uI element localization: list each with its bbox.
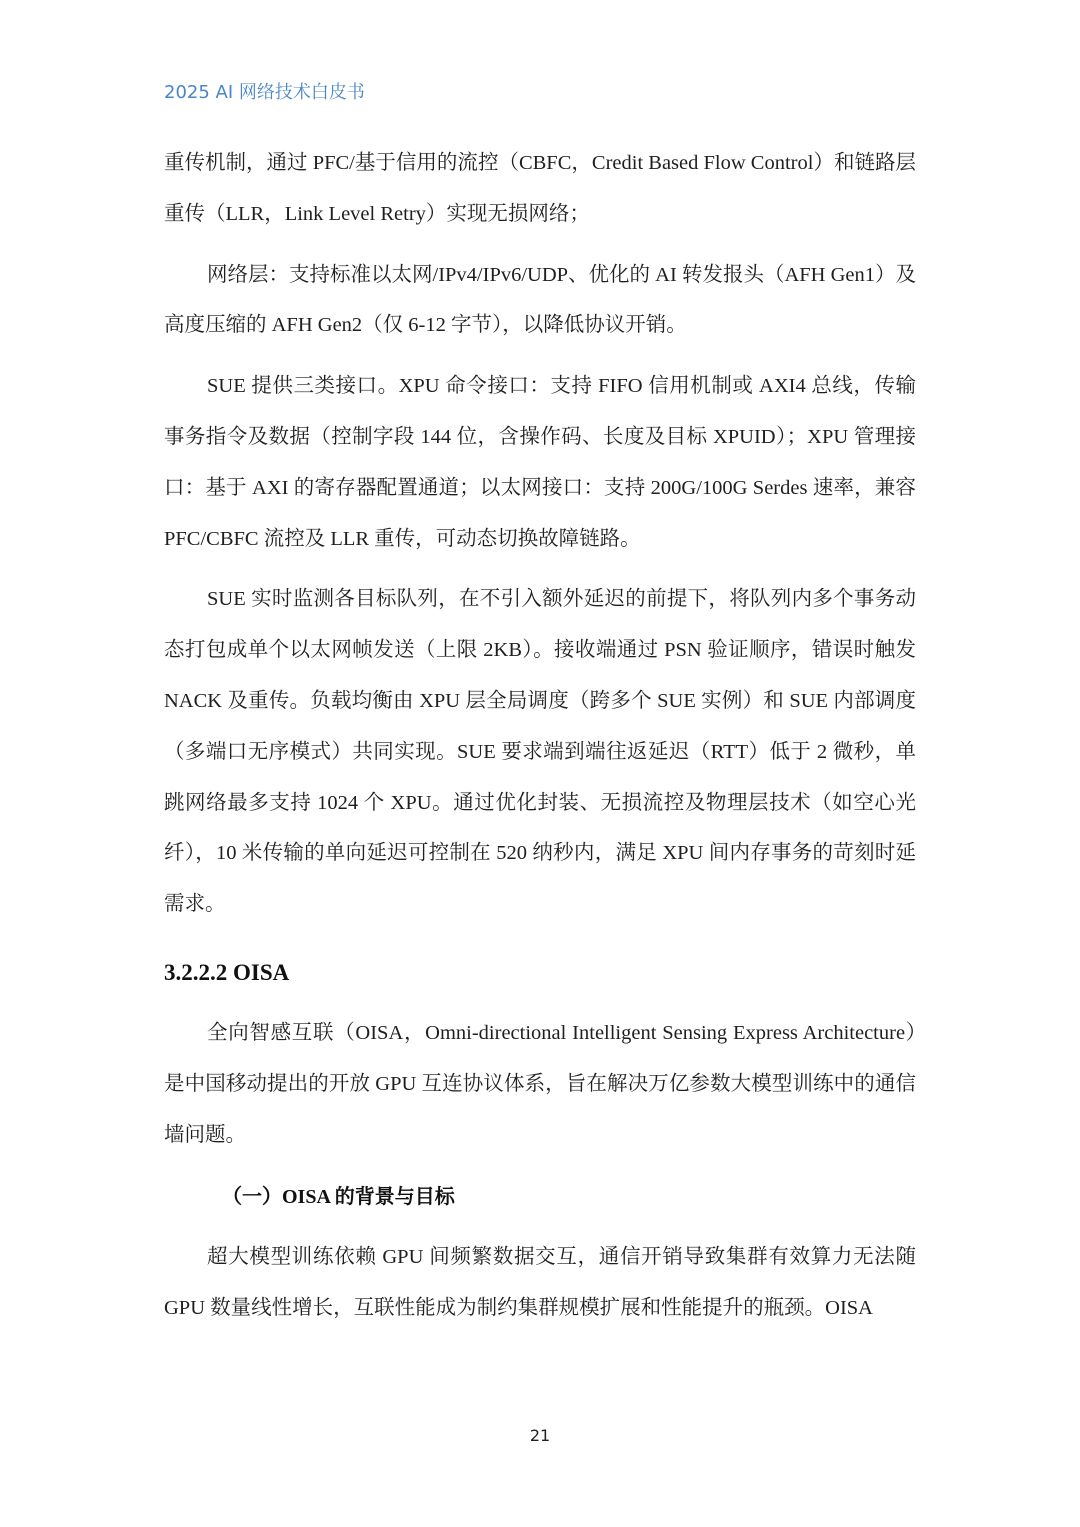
body-block-3 bbox=[164, 1232, 916, 1334]
paragraph-oisa-intro: 全向智感互联（OISA，Omni-directional Intelligent Sensing Express Architecture）是中国移动提出的开放 GPU 互连协议体系，旨在解决万亿参数大模型训练中的通信墙问题。 bbox=[164, 1022, 916, 1146]
paragraph-sue-interfaces: SUE 提供三类接口。XPU 命令接口：支持 FIFO 信用机制或 AXI4 总线，传输事务指令及数据（控制字段 144 位，含操作码、长度及目标 XPUID）；XPU 管理接口：基于 AXI 的寄存器配置通道；以太网接口：支持 200G/100G Serdes 速率，兼容 PFC/CBFC 流控及 LLR 重传，可动态切换故障链路。 bbox=[164, 375, 916, 550]
paragraph-background: 超大模型训练依赖 GPU 间频繁数据交互，通信开销导致集群有效算力无法随 GPU 数量线性增长，互联性能成为制约集群规模扩展和性能提升的瓶颈。OISA bbox=[164, 1246, 916, 1319]
body-block-2 bbox=[164, 1008, 916, 1160]
running-header: 2025 AI 网络技术白皮书 bbox=[164, 82, 365, 103]
paragraph-retransmission: 重传机制，通过 PFC/基于信用的流控（CBFC，Credit Based Flow Control）和链路层重传（LLR，Link Level Retry）实现无损网络； bbox=[164, 152, 916, 225]
paragraph-network-layer: 网络层：支持标准以太网/IPv4/IPv6/UDP、优化的 AI 转发报头（AFH Gen1）及高度压缩的 AFH Gen2（仅 6-12 字节），以降低协议开销。 bbox=[164, 263, 916, 337]
section-heading-oisa: 3.2.2.2 OISA bbox=[164, 960, 290, 985]
subsection-heading-background: （一）OISA 的背景与目标 bbox=[222, 1186, 455, 1208]
paragraph-sue-monitoring: SUE 实时监测各目标队列，在不引入额外延迟的前提下，将队列内多个事务动态打包成单个以太网帧发送（上限 2KB）。接收端通过 PSN 验证顺序，错误时触发 NACK 及重传。负载均衡由 XPU 层全局调度（跨多个 SUE 实例）和 SUE 内部调度（多端口无序模式）共同实现。SUE 要求端到端往返延迟（RTT）低于 2 微秒，单跳网络最多支持 1024 个 XPU。通过优化封装、无损流控及物理层技术（如空心光纤），10 米传输的单向延迟可控制在 520 纳秒内，满足 XPU 间内存事务的苛刻时延需求。 bbox=[164, 588, 916, 916]
page-number: 21 bbox=[529, 1426, 551, 1445]
body-block-1 bbox=[164, 138, 916, 930]
